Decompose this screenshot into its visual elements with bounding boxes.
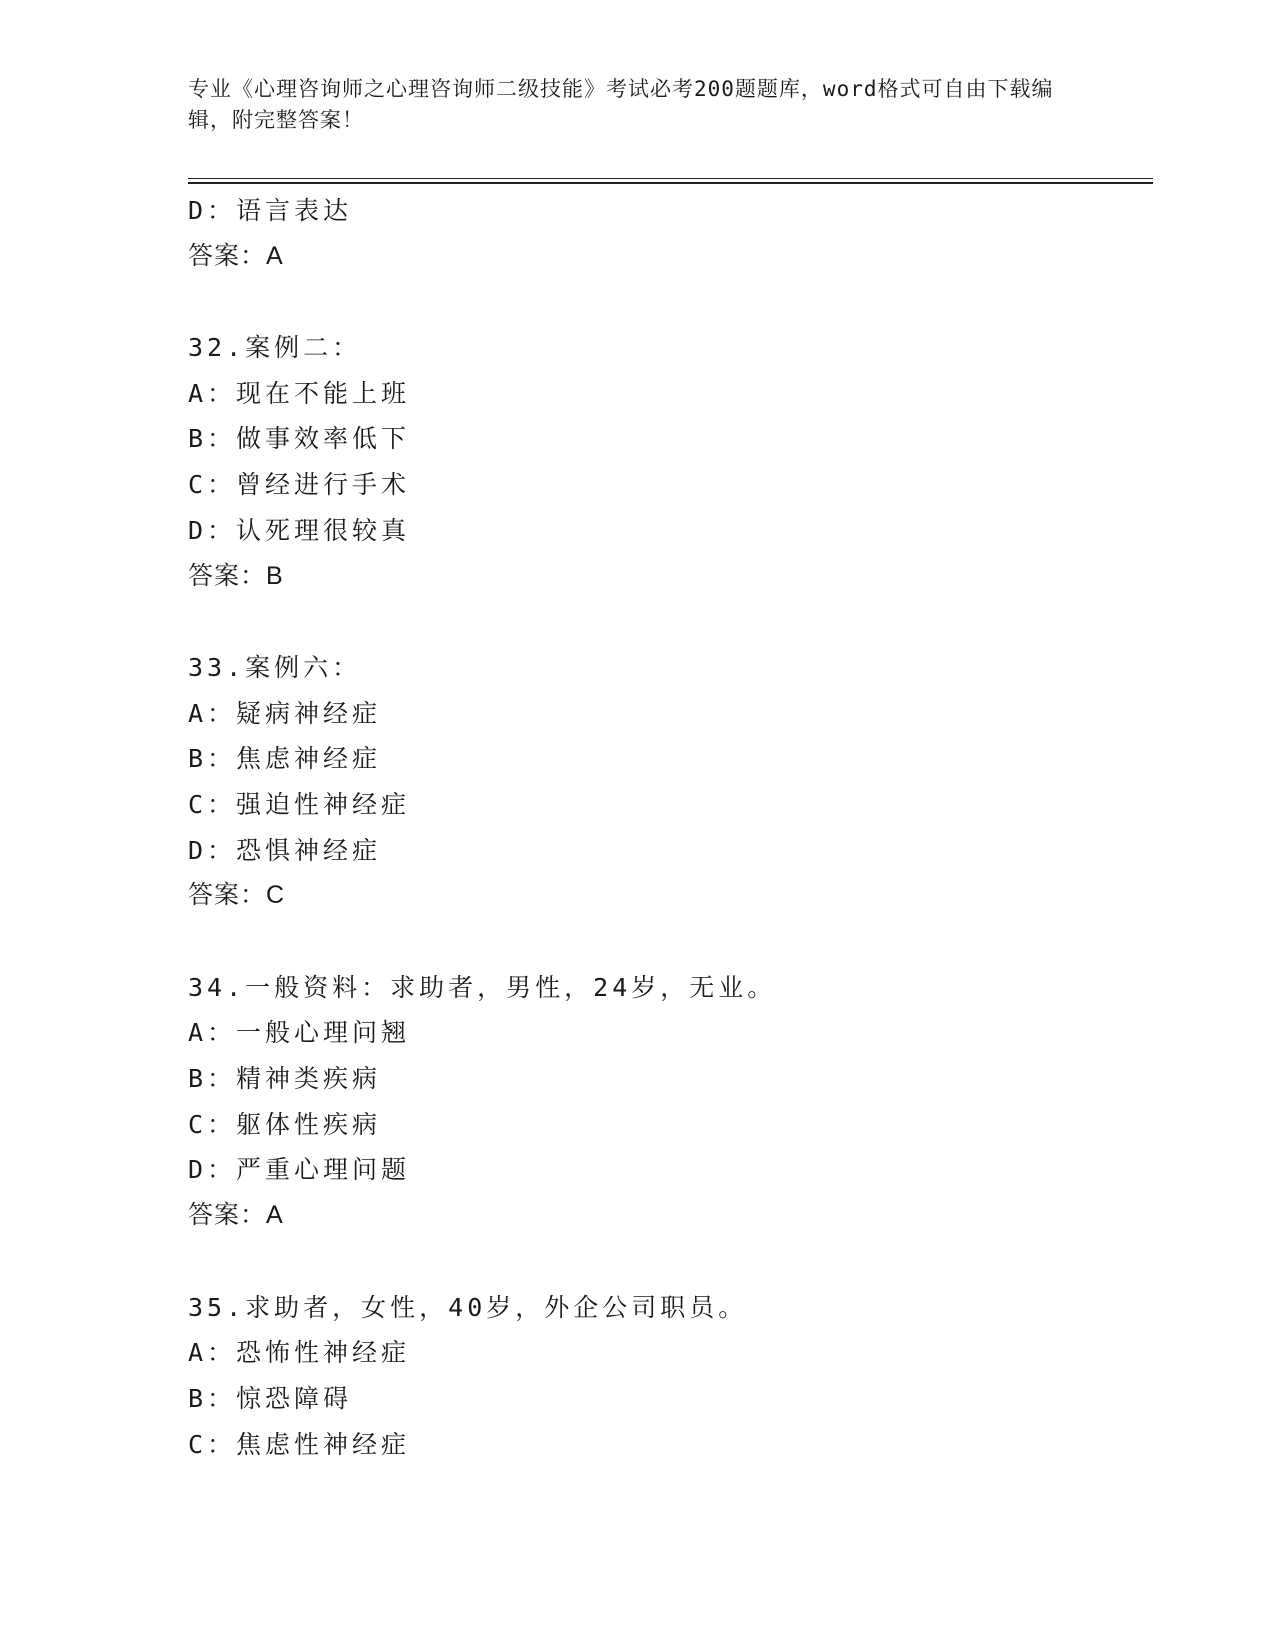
header-divider-thick [188,182,1153,184]
question-33 [188,645,1148,919]
answer-line: 答案：B [188,561,284,590]
option-a: A：现在不能上班 [188,378,411,408]
question-34 [188,965,1148,1239]
option-c: C：曾经进行手术 [188,470,411,500]
question-stem: 34.一般资料：求助者，男性，24岁，无业。 [188,972,777,1002]
option-c: C：躯体性疾病 [188,1109,382,1139]
option-b: B：焦虑神经症 [188,744,382,774]
option-a: A：疑病神经症 [188,698,382,728]
question-32 [188,325,1148,599]
option-c: C：焦虑性神经症 [188,1429,411,1459]
question-stem: 32.案例二： [188,333,362,363]
question-stem: 33.案例六： [188,652,362,682]
answer-line: 答案：A [188,1201,284,1230]
question-35 [188,1285,1148,1468]
option-d: D：认死理很较真 [188,515,411,545]
option-d: D：严重心理问题 [188,1155,411,1185]
header-divider-thin [188,178,1153,179]
option-a: A：一般心理问翘 [188,1018,411,1048]
option-b: B：精神类疾病 [188,1064,382,1094]
option-d: D：恐惧神经症 [188,835,382,865]
option-c: C：强迫性神经症 [188,789,411,819]
question-stem: 35.求助者，女性，40岁，外企公司职员。 [188,1292,748,1322]
option-a: A：恐怖性神经症 [188,1338,411,1368]
option-b: B：惊恐障碍 [188,1383,353,1413]
question-list [188,188,1148,1467]
answer-line: 答案：A [188,241,284,270]
option-d: D：语言表达 [188,196,353,225]
document-header: 专业《心理咨询师之心理咨询师二级技能》考试必考200题题库，word格式可自由下载编辑，附完整答案！ [188,77,1054,132]
answer-line: 答案：C [188,881,286,910]
option-b: B：做事效率低下 [188,424,411,454]
